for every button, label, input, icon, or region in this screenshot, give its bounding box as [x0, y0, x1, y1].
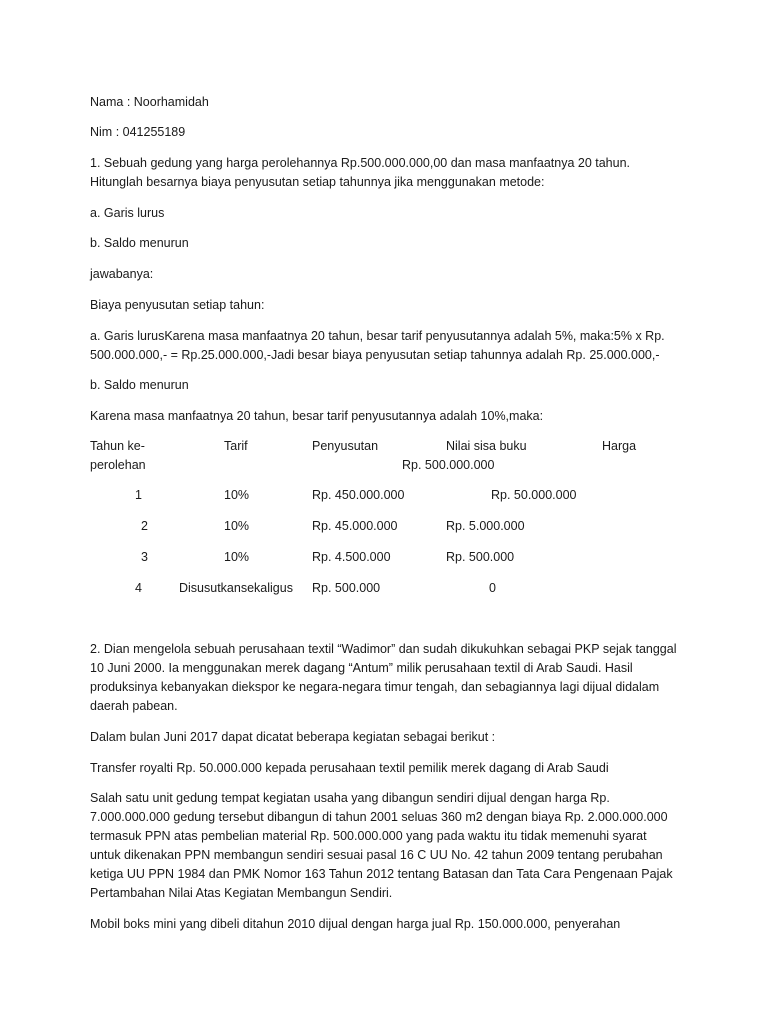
answer-b-heading: b. Saldo menurun [90, 378, 189, 392]
q2-para4-line5: ketiga UU PPN 1984 dan PMK Nomor 163 Tahun 2012 tentang Batasan dan Tata Cara Pengenaan Pajak [90, 867, 673, 881]
answer-b-desc: Karena masa manfaatnya 20 tahun, besar tarif penyusutannya adalah 10%,maka: [90, 409, 544, 423]
q1-option-b: b. Saldo menurun [90, 236, 189, 250]
table-row-tahun: 2 [141, 519, 148, 533]
harga-value: Rp. 500.000.000 [402, 458, 495, 472]
q2-para4-line2: 7.000.000.000 gedung tersebut dibangun di tahun 2001 seluas 360 m2 dengan biaya Rp. 2.000.000.000 [90, 810, 668, 824]
table-row-tahun: 3 [141, 550, 148, 564]
q2-para4-line6: Pertambahan Nilai Atas Kegiatan Membangun Sendiri. [90, 886, 393, 900]
q1-line2: Hitunglah besarnya biaya penyusutan setiap tahunnya jika menggunakan metode: [90, 175, 545, 189]
answer-a-line2: 500.000.000,- = Rp.25.000.000,-Jadi besar biaya penyusutan setiap tahunnya adalah Rp. 25.000.000,- [90, 348, 660, 362]
q2-para5: Mobil boks mini yang dibeli ditahun 2010 dijual dengan harga jual Rp. 150.000.000, penyerahan [90, 917, 621, 931]
table-row-tarif: 10% [224, 488, 250, 502]
table-row-nilai: Rp. 50.000.000 [491, 488, 577, 502]
q2-para4-line3: termasuk PPN atas pembelian material Rp. 500.000.000 yang pada waktu itu tidak memenuhi syarat [90, 829, 647, 843]
col-header-tarif: Tarif [224, 439, 248, 453]
student-nim: Nim : 041255189 [90, 125, 186, 139]
table-row-penyusutan: Rp. 500.000 [312, 581, 381, 595]
table-row-nilai: 0 [489, 581, 496, 595]
student-name: Nama : Noorhamidah [90, 95, 209, 109]
q2-para3: Transfer royalti Rp. 50.000.000 kepada perusahaan textil pemilik merek dagang di Arab Saudi [90, 761, 609, 775]
biaya-heading: Biaya penyusutan setiap tahun: [90, 298, 265, 312]
col-header-tahun: Tahun ke- [90, 439, 145, 453]
answer-a-line1: a. Garis lurusKarena masa manfaatnya 20 tahun, besar tarif penyusutannya adalah 5%, maka:5% x Rp. [90, 329, 665, 343]
col-header-penyusutan: Penyusutan [312, 439, 379, 453]
table-row-penyusutan: Rp. 45.000.000 [312, 519, 398, 533]
table-row-tahun: 4 [135, 581, 142, 595]
col-header-nilai: Nilai sisa buku [446, 439, 527, 453]
table-row-penyusutan: Rp. 450.000.000 [312, 488, 405, 502]
q2-para1-line1: 2. Dian mengelola sebuah perusahaan textil “Wadimor” dan sudah dikukuhkan sebagai PKP sejak tanggal [90, 642, 677, 656]
table-row-tarif: 10% [224, 519, 250, 533]
q2-para1-line4: daerah pabean. [90, 699, 178, 713]
table-row-nilai: Rp. 500.000 [446, 550, 515, 564]
q2-para1-line2: 10 Juni 2000. Ia menggunakan merek dagang “Antum” milik perusahaan textil di Arab Saudi. Hasil [90, 661, 633, 675]
q2-para2: Dalam bulan Juni 2017 dapat dicatat beberapa kegiatan sebagai berikut : [90, 730, 496, 744]
answer-heading: jawabanya: [90, 267, 154, 281]
q1-option-a: a. Garis lurus [90, 206, 165, 220]
q2-para4-line4: untuk dikenakan PPN membangun sendiri sesuai pasal 16 C UU No. 42 tahun 2009 tentang perubahan [90, 848, 663, 862]
q2-para1-line3: produksinya kebanyakan diekspor ke negara-negara timur tengah, dan sebagiannya lagi dijual didalam [90, 680, 660, 694]
table-row-tarif: Disusutkansekaligus [179, 581, 293, 595]
table-row-penyusutan: Rp. 4.500.000 [312, 550, 391, 564]
q1-line1: 1. Sebuah gedung yang harga perolehannya Rp.500.000.000,00 dan masa manfaatnya 20 tahun. [90, 156, 631, 170]
col-header-harga: Harga [602, 439, 637, 453]
col-header-perolehan: perolehan [90, 458, 146, 472]
table-row-tarif: 10% [224, 550, 250, 564]
table-row-nilai: Rp. 5.000.000 [446, 519, 525, 533]
table-row-tahun: 1 [135, 488, 142, 502]
q2-para4-line1: Salah satu unit gedung tempat kegiatan usaha yang dibangun sendiri dijual dengan harga Rp. [90, 791, 610, 805]
